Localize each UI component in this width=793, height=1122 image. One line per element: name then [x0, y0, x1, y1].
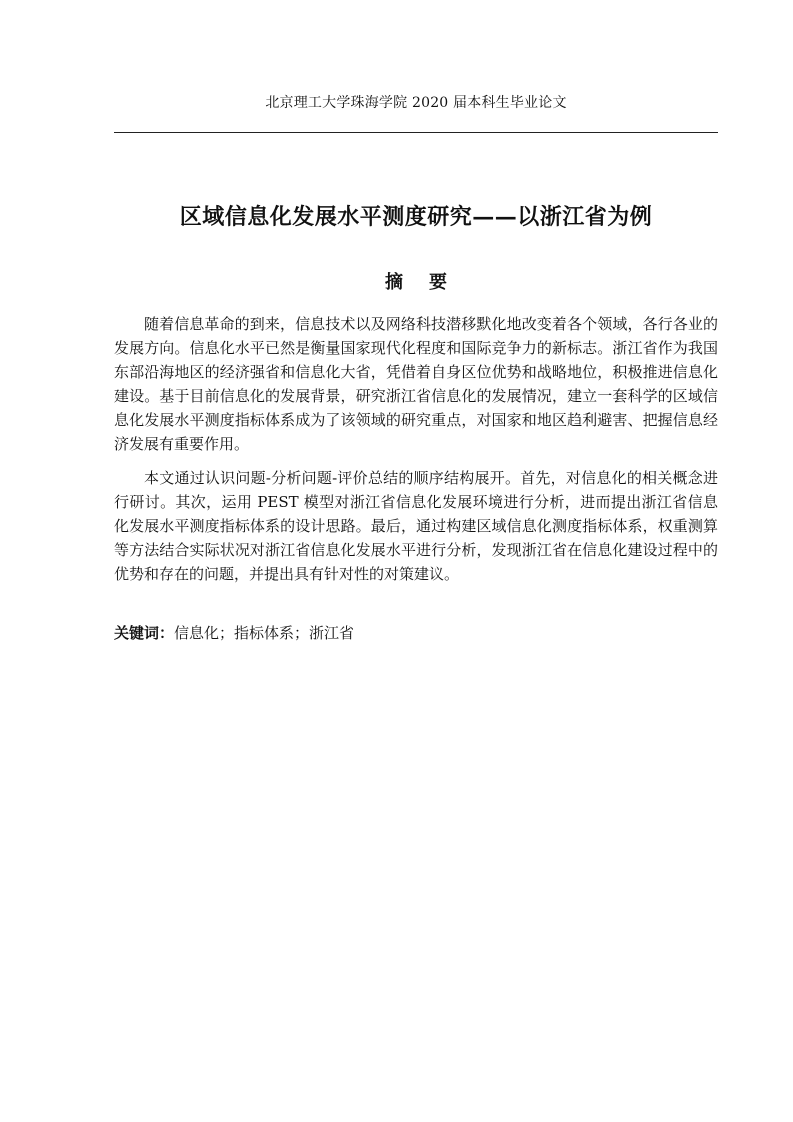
- abstract-paragraph-1: 随着信息革命的到来，信息技术以及网络科技潜移默化地改变着各个领域，各行各业的发展方向。信息化水平已然是衡量国家现代化程度和国际竞争力的新标志。浙江省作为我国东部沿海地区的经济强省和信息化大省，凭借着自身区位优势和战略地位，积极推进信息化建设。基于目前信息化的发展背景，研究浙江省信息化的发展情况，建立一套科学的区域信息化发展水平测度指标体系成为了该领域的研究重点，对国家和地区趋利避害、把握信息经济发展有重要作用。: [114, 315, 718, 453]
- abstract-paragraph-2: 本文通过认识问题-分析问题-评价总结的顺序结构展开。首先，对信息化的相关概念进行研讨。其次，运用 PEST 模型对浙江省信息化发展环境进行分析，进而提出浙江省信息化发展水平测度指标体系的设计思路。最后，通过构建区域信息化测度指标体系，权重测算等方法结合实际状况对浙江省信息化发展水平进行分析，发现浙江省在信息化建设过程中的优势和存在的问题，并提出具有针对性的对策建议。: [114, 469, 718, 583]
- thesis-title: 区域信息化发展水平测度研究——以浙江省为例: [179, 204, 653, 230]
- keywords-line: [114, 621, 718, 645]
- abstract-heading: 摘要: [385, 272, 473, 293]
- keywords-label: 关键词：: [114, 624, 175, 642]
- keywords-value: 信息化；指标体系；浙江省: [174, 624, 355, 642]
- abstract-body: [114, 312, 718, 596]
- header-divider: [114, 132, 718, 133]
- running-header: 北京理工大学珠海学院 2020 届本科生毕业论文: [265, 95, 567, 111]
